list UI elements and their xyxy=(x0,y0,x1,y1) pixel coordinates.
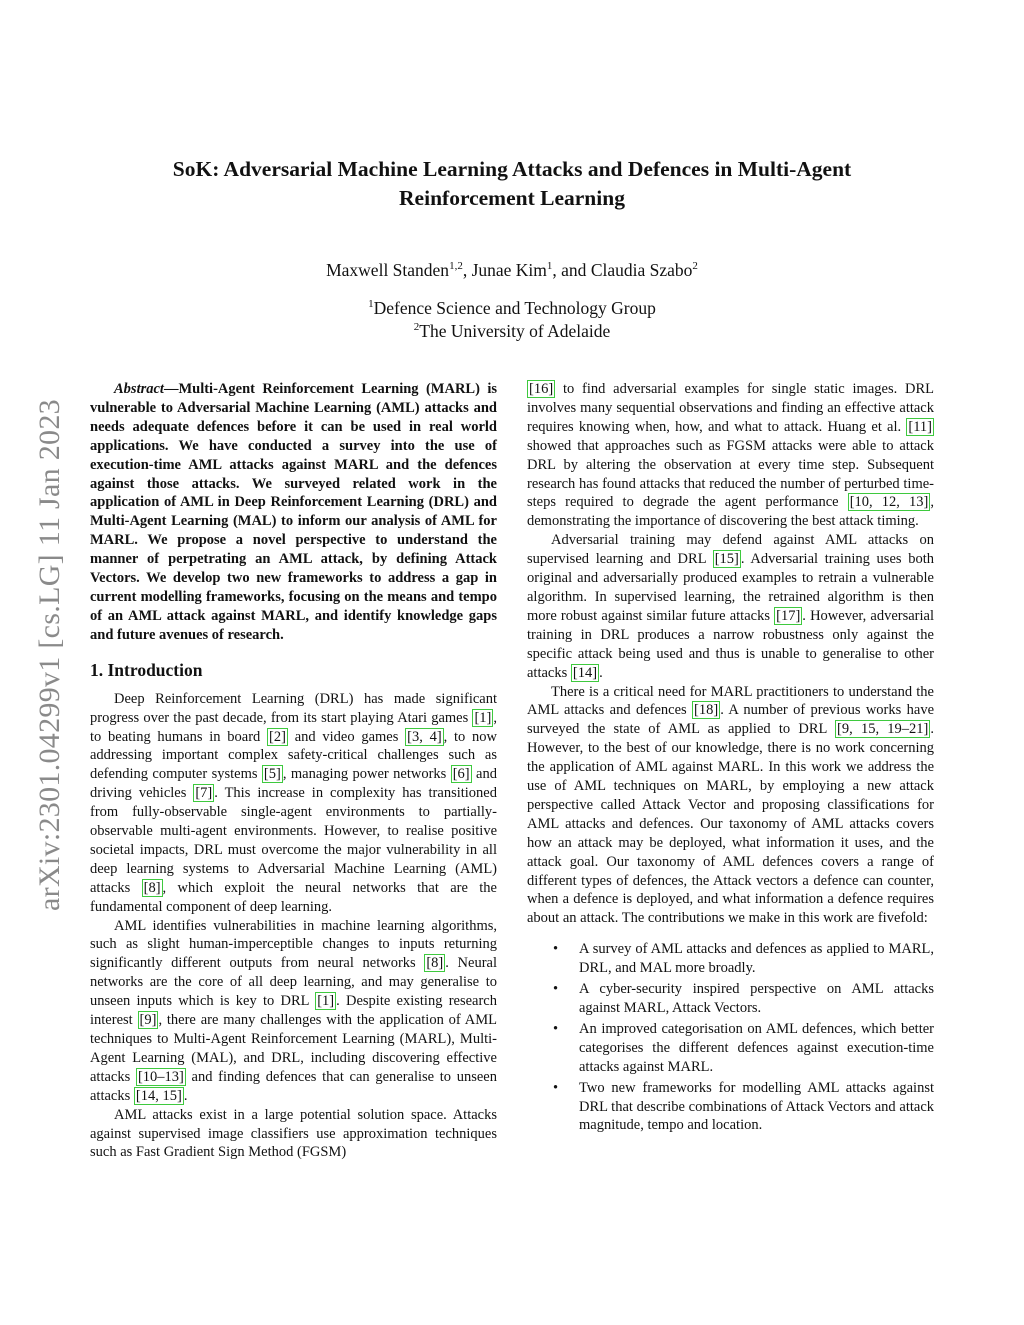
author-3: Claudia Szabo xyxy=(590,260,693,280)
intro-paragraph-3-cont: [16] to find adversarial examples for single static images. DRL involves many sequential observations and finding an effective attack requires knowing when, how, and what to attack. Huang et al. [11] showed that approaches such as FGSM attacks were able to attack DRL by altering the observation at every time step. Subsequent research has found attacks that reduced the number of perturbed time-steps required to degrade the agent performance [10, 12, 13] , demonstrating the importance of discovering the best attack timing. xyxy=(527,381,934,530)
list-item: • A cyber-security inspired perspective on AML attacks against MARL, Attack Vectors. xyxy=(553,981,934,1016)
citation-link[interactable]: [7] xyxy=(195,785,213,802)
author-2-affil: 1 xyxy=(546,260,553,273)
title-line-2: Reinforcement Learning xyxy=(399,186,625,210)
citation-link[interactable]: [5] xyxy=(263,766,281,783)
bullet-icon: • xyxy=(553,941,559,958)
affiliations xyxy=(120,297,904,343)
citation-link[interactable]: [8] xyxy=(426,955,444,972)
citation-link[interactable]: [10–13] xyxy=(137,1068,184,1085)
abstract xyxy=(90,380,497,645)
citation-link[interactable]: [9] xyxy=(139,1012,157,1029)
intro-paragraph-2: AML identifies vulnerabilities in machine learning algorithms, such as slight human-imperceptible changes to inputs returning significantly different outputs from neural networks [8] . Neural networks are the core of all deep learning, and may generalise to unseen inputs which is key to DRL [1] . Despite existing research interest [9] , there are many challenges with the application of AML techniques to Multi-Agent Reinforcement Learning (MARL), Multi-Agent Learning (MAL), and DRL, including discovering effective attacks [10–13] and finding defences that can generalise to unseen attacks [14, 15] . xyxy=(90,917,497,1104)
citation-link[interactable]: [16] xyxy=(529,381,554,397)
citation-link[interactable]: [15] xyxy=(714,551,739,568)
intro-paragraph-4: Adversarial training may defend against AML attacks on supervised learning and DRL [15] . Adversarial training uses both original and adversarially produced examples to retrain a vulnerable algorithm. In supervised learning, the retrained algorithm is then more robust against similar future attacks [17] . However, adversarial training in DRL produces a narrow robustness only against the specific attack being used and thus is unable to generalise to other attacks [14] . xyxy=(527,532,934,681)
section-heading-introduction: 1. Introduction xyxy=(90,659,203,680)
author-1: Maxwell Standen xyxy=(326,260,450,280)
intro-paragraph-5: There is a critical need for MARL practitioners to understand the AML attacks and defences [18] . A number of previous works have surveyed the state of AML as applied to DRL [9, 15, 19–21] . However, to the best of our knowledge, there is no work concerning the application of AML against MARL. In this work we address the use of AML techniques on MARL, by employing a new attack perspective called Attack Vector and proposing classifications for AML attacks and defences. Our taxonomy of AML attacks covers how an attack may be deployed, what information it uses, and the attack goal. Our taxonomy of AML defences covers a range of different types of defences, the Attack vectors a defence can counter, when a defence is deployed, and what information a defence requires about an attack. The contributions we make in this work are fivefold: xyxy=(527,683,935,927)
abstract-label: Abstract xyxy=(114,381,164,397)
abstract-text: —Multi-Agent Reinforcement Learning (MARL) is vulnerable to Adversarial Machine Learning (AML) attacks and needs adequate defences before it can be used in real world applications. We have conducted a survey into the use of execution-time AML attacks against MARL and the defences against those attacks. We surveyed related work in the application of AML in Deep Reinforcement Learning (DRL) and Multi-Agent Learning (MAL) to inform our analysis of AML for MARL. We propose a novel perspective to understand the manner of perpetrating an AML attack, by defining Attack Vectors. We develop two new frameworks to address a gap in current modelling frameworks, focusing on the means and tempo of an AML attack against MARL, and identify knowledge gaps and future avenues of research. xyxy=(90,381,497,643)
citation-link[interactable]: [1] xyxy=(474,709,492,726)
author-2: Junae Kim xyxy=(471,260,547,280)
citation-link[interactable]: [18] xyxy=(694,702,719,719)
affiliation-2: $^2$The University of Adelaide xyxy=(413,321,611,341)
citation-link[interactable]: [8] xyxy=(143,879,161,896)
citation-link[interactable]: [1] xyxy=(317,993,335,1010)
bullet-icon: • xyxy=(553,981,559,998)
title-line-1: SoK: Adversarial Machine Learning Attacks and Defences in Multi-Agent xyxy=(172,157,852,181)
affiliation-1: $^1$Defence Science and Technology Group xyxy=(368,298,656,318)
list-item: • A survey of AML attacks and defences as applied to MARL, DRL, and MAL more broadly. xyxy=(553,941,934,977)
citation-link[interactable]: [10, 12, 13] xyxy=(849,494,929,511)
contributions-list xyxy=(527,940,934,1135)
intro-paragraph-3-start: AML attacks exist in a large potential solution space. Attacks against supervised image classifiers use approximation techniques such as Fast Gradient Sign Method (FGSM) xyxy=(90,1106,497,1161)
bullet-icon: • xyxy=(553,1079,559,1096)
citation-link[interactable]: [9, 15, 19–21] xyxy=(837,721,929,738)
citation-link[interactable]: [14, 15] xyxy=(135,1087,182,1104)
paper-title xyxy=(120,155,904,213)
citation-link[interactable]: [3, 4] xyxy=(407,728,442,745)
author-list: Maxwell Standen$^{1,2}$, Junae Kim$^1$, and Claudia Szabo$^2$ xyxy=(326,260,698,280)
author-1-affil: 1,2 xyxy=(449,260,463,273)
citation-link[interactable]: [11] xyxy=(908,418,932,435)
citation-link[interactable]: [6] xyxy=(452,766,470,783)
citation-link[interactable]: [17] xyxy=(776,607,801,624)
bullet-icon: • xyxy=(553,1020,559,1037)
arxiv-sidebar-stamp xyxy=(30,365,70,945)
arxiv-id[interactable]: arXiv:2301.04299v1 [cs.LG] 11 Jan 2023 xyxy=(33,399,66,911)
list-item: • Two new frameworks for modelling AML attacks against DRL that describe combinations of Attack Vectors and attack magnitude, tempo and location. xyxy=(553,1079,934,1134)
left-column xyxy=(90,380,497,1162)
right-column xyxy=(527,380,934,1137)
list-item: • An improved categorisation on AML defences, which better categorises the different defences against execution-time attacks against MARL. xyxy=(553,1020,934,1075)
citation-link[interactable]: [2] xyxy=(269,728,286,745)
citation-link[interactable]: [14] xyxy=(572,664,598,681)
intro-paragraph-1: Deep Reinforcement Learning (DRL) has made significant progress over the past decade, from its start playing Atari games [1] , to beating humans in board [2] and video games [3, 4] , to now addressing important complex safety-critical challenges such as defending computer systems [5] , managing power networks [6] and driving vehicles [7] . This increase in complexity has transitioned from fully-observable single-agent environments to partially-observable multi-agent environments. However, to realise positive societal impacts, DRL must overcome the major vulnerability in all deep learning systems to Adversarial Machine Learning (AML) attacks [8] , which exploit the neural networks that are the fundamental component of deep learning. xyxy=(90,690,498,915)
author-3-affil: 2 xyxy=(692,260,698,273)
